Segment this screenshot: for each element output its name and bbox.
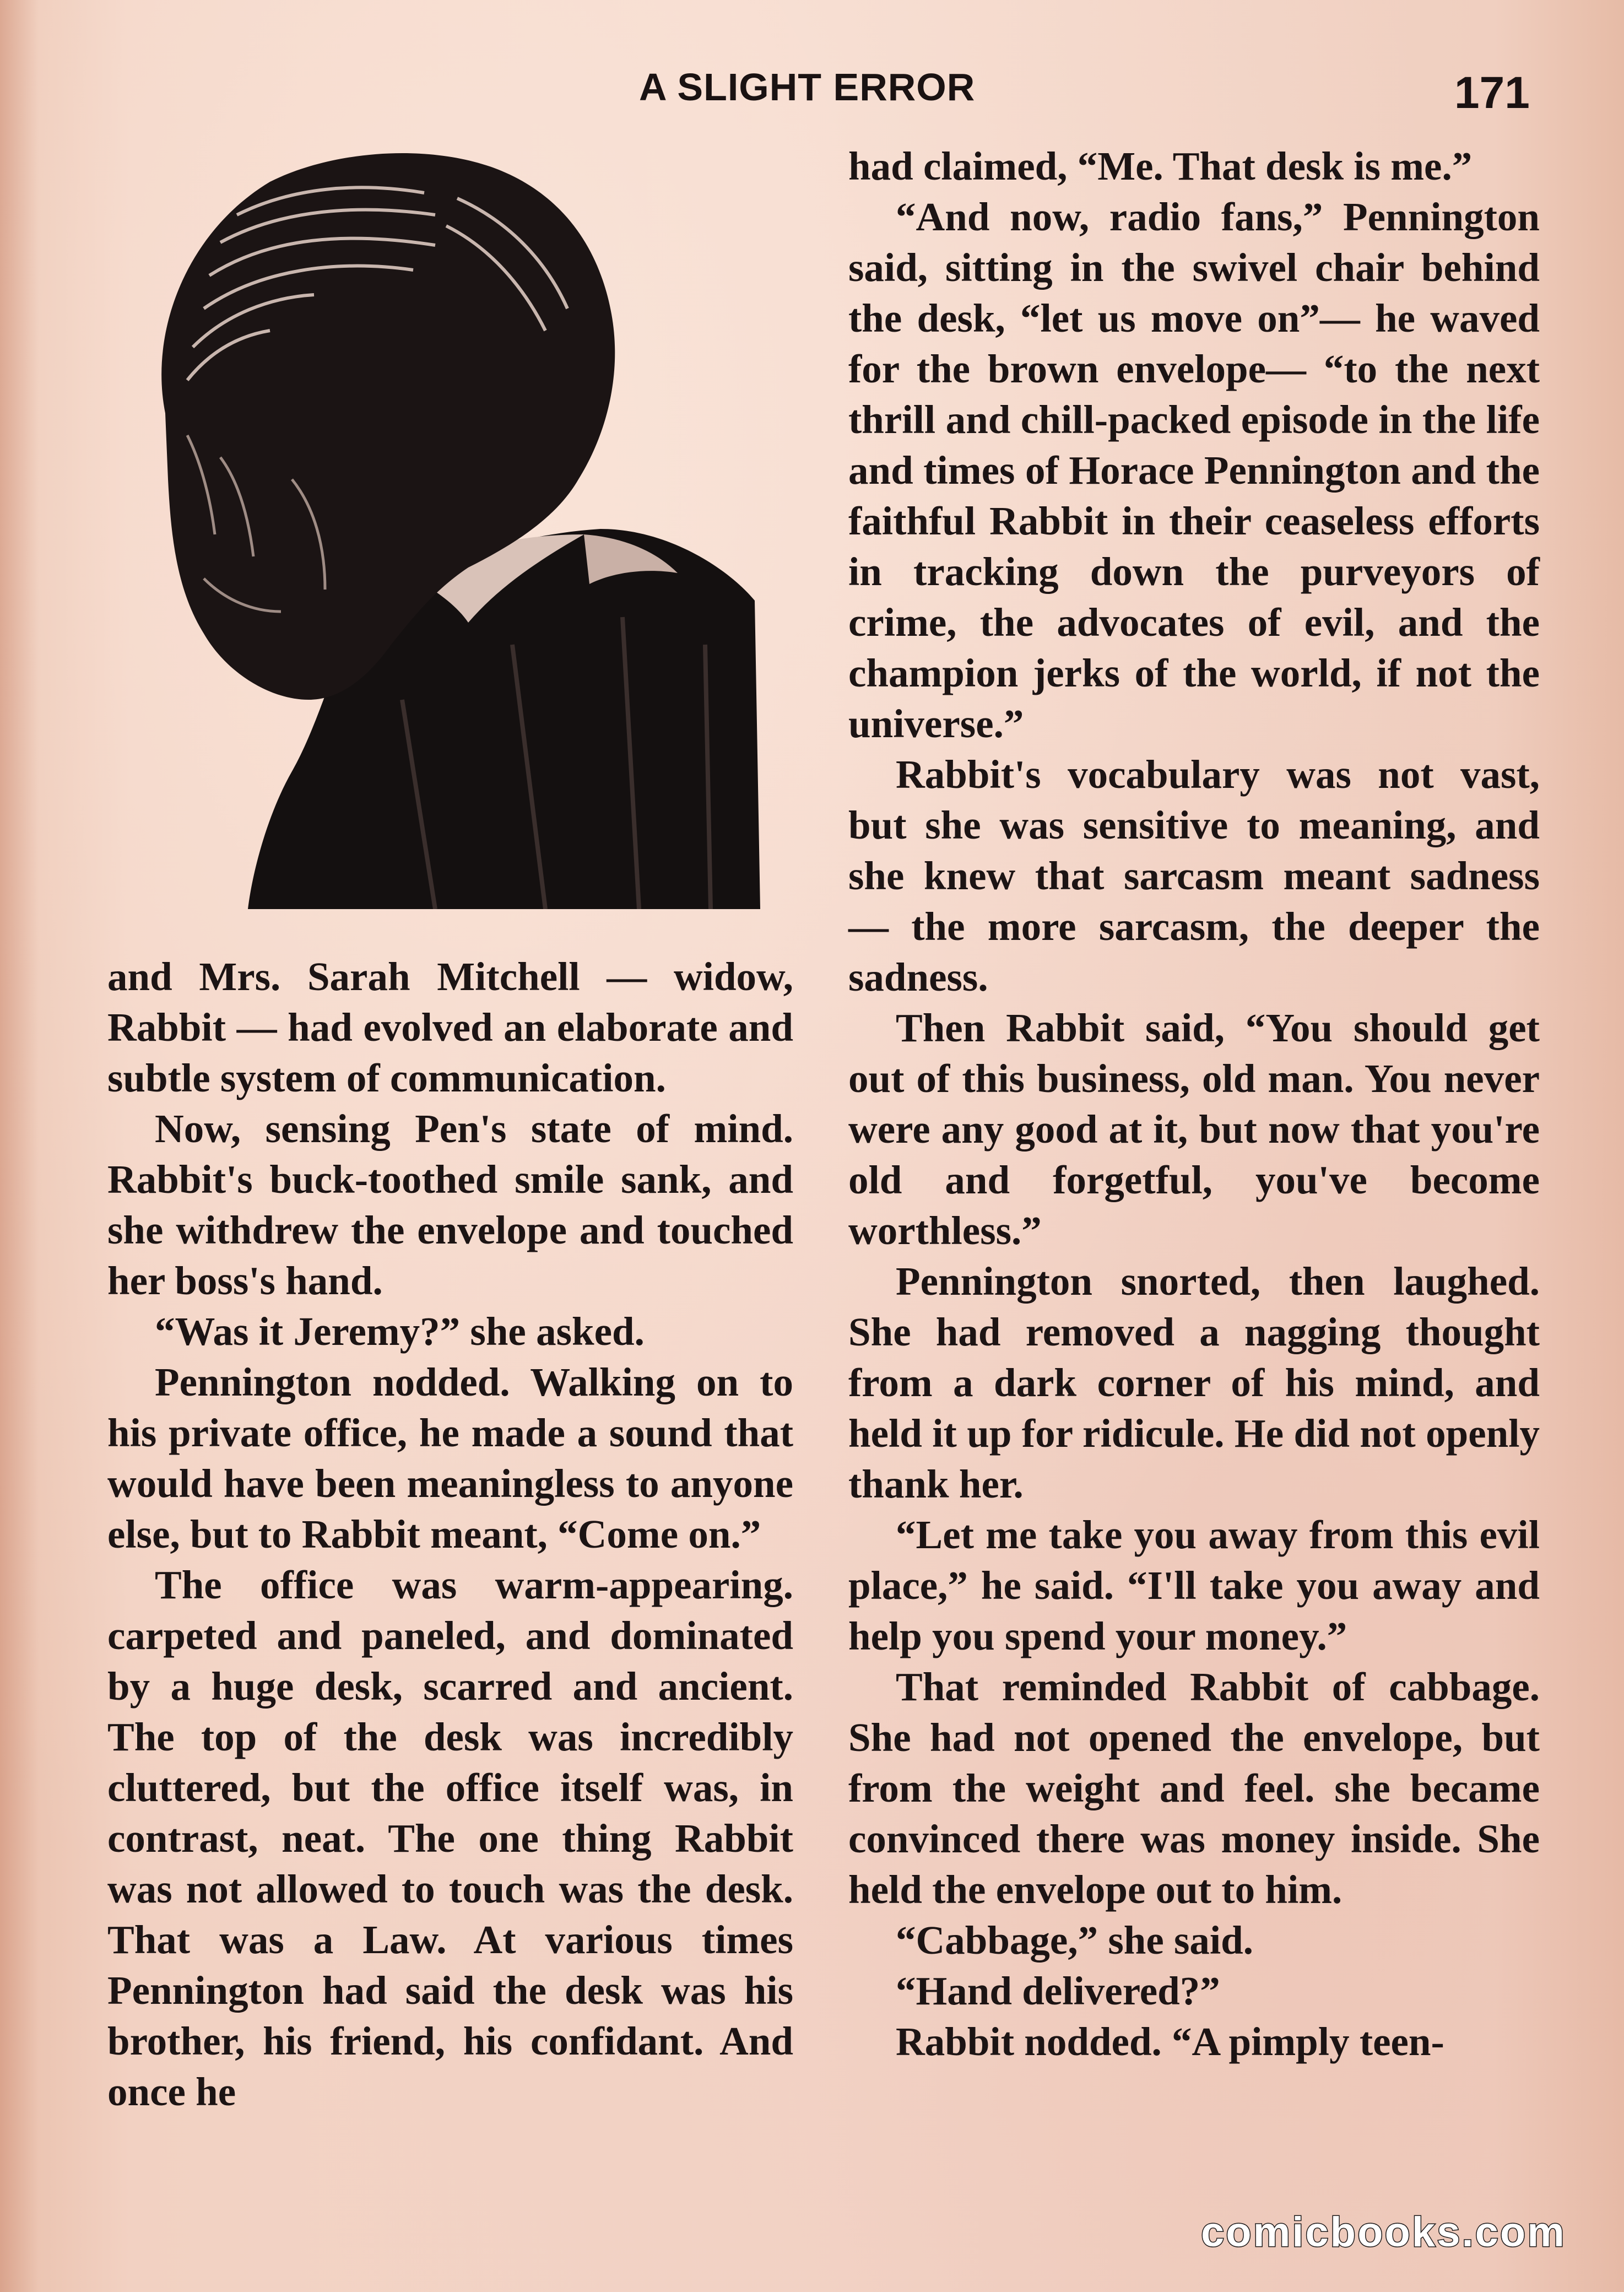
paragraph: had claimed, “Me. That desk is me.” <box>848 144 1473 188</box>
paragraph: Now, sensing Pen's state of mind. Rabbit's buck-toothed smile sank, and she withdrew the envelope and touched her boss's hand. <box>107 1106 793 1303</box>
right-text-column <box>848 141 1540 2067</box>
page-edge-shadow <box>0 0 39 2292</box>
paragraph: The office was warm-appearing. carpeted and paneled, and dominated by a huge desk, scarred and ancient. The top of the desk was incredibly cluttered, but the office itself was, in contrast, neat. The one thing Rabbit was not allowed to touch was the desk. That was a Law. At various times Pennington had said the desk was his brother, his friend, his confidant. And once he <box>107 1563 793 2114</box>
paragraph: “Hand delivered?” <box>896 1969 1220 2013</box>
paragraph: That reminded Rabbit of cabbage. She had not opened the envelope, but from the weight and feel. she became convinced there was money inside. She held the envelope out to him. <box>848 1664 1540 1912</box>
paragraph: Pennington nodded. Walking on to his private office, he made a sound that would have been meaningless to anyone else, but to Rabbit meant, “Come on.” <box>107 1360 793 1556</box>
paragraph: Rabbit's vocabulary was not vast, but she was sensitive to meaning, and she knew that sarcasm meant sadness — the more sarcasm, the deeper the sadness. <box>848 752 1540 999</box>
paragraph: Rabbit nodded. “A pimply teen- <box>896 2019 1444 2064</box>
paragraph: Pennington snorted, then laughed. She had removed a nagging thought from a dark corner of his mind, and held it up for ridicule. He did not openly thank her. <box>848 1259 1540 1506</box>
paragraph: “Cabbage,” she said. <box>896 1918 1254 1963</box>
paragraph: Then Rabbit said, “You should get out of this business, old man. You never were any good at it, but now that you're old and forgetful, you've become worthless.” <box>848 1006 1540 1253</box>
paragraph: “Was it Jeremy?” she asked. <box>155 1309 645 1354</box>
watermark: comicbooks.com <box>1201 2209 1566 2256</box>
running-header-title: A SLIGHT ERROR <box>639 66 976 109</box>
page-number: 171 <box>1454 68 1530 118</box>
paragraph: “And now, radio fans,” Pennington said, sitting in the swivel chair behind the desk, “let us move on”— he waved for the brown envelope— “to the next thrill and chill-packed episode in the life and times of Horace Pennington and the faithful Rabbit in their ceaseless efforts in tracking down the purveyors of crime, the advocates of evil, and the champion jerks of the world, if not the universe.” <box>848 194 1540 746</box>
paragraph: and Mrs. Sarah Mitchell — widow, Rabbit — had evolved an elaborate and subtle system of communication. <box>107 954 793 1100</box>
paragraph: “Let me take you away from this evil place,” he said. “I'll take you away and help you spend your money.” <box>848 1512 1540 1658</box>
portrait-of-old-man-icon <box>127 149 760 909</box>
left-text-column <box>107 952 793 2117</box>
